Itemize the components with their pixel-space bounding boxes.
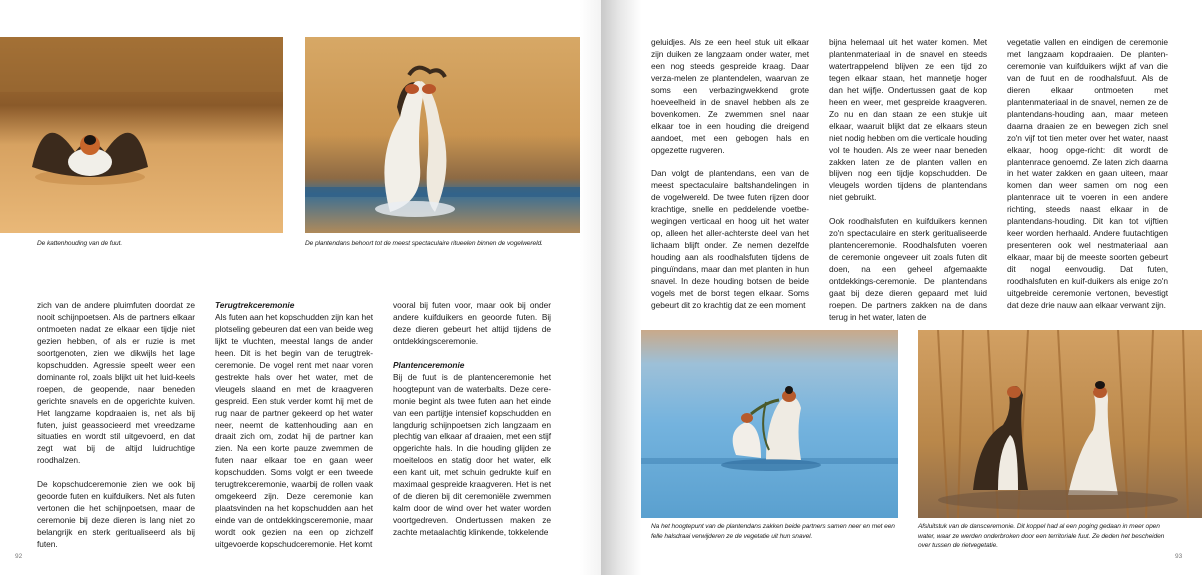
photo-caption: De kattenhouding van de fuut. xyxy=(37,240,123,247)
right-page xyxy=(601,0,1202,575)
photo-afsluitstuk xyxy=(918,330,1202,518)
paragraph: Als futen aan het kopschudden zijn kan het plotseling gebeuren dat een van beide weg lijkt te vluchten, meestal langs de ander heen. Dit is het begin van de terugtrek-ceremonie. De vogel rent met naar voren gestrekte hals over het water, met de vleugels slaand en met de kraagveren gespreid. Een stuk verder komt hij met de rug naar de partner gekeerd op het water neer, neemt de kattenhouding aan en draait zich om, zodat hij de partner kan zien. Na een korte pauze zwemmen de futen naar elkaar toe en gaan weer kopschudden. Soms volgt er een tweede terugtrekceremonie, waarbij de rollen vaak omgekeerd zijn. Deze ceremonie kan plaatsvinden na het kopschudden aan het einde van de ontdekkingsceremonie, maar wordt ook gezien na een op zichzelf uitgevoerde kopschudceremonie. Het komt xyxy=(215,311,373,550)
paragraph: Bij de fuut is de plantenceremonie het hoogtepunt van de waterbalts. Deze cere-monie begint als twee futen aan het einde van een partijtje intensief kopschudden en langdurig schijnpoetsen zich langzaam en plechtig van elkaar af draaien, met een stijf opgerichte hals. In die houding glijden ze moeiteloos en statig door het water, elk een kant uit, met schuin gedrukte kuif en maximaal gespreide kraagveren. Het is net of de dieren bij dit ceremoniële zwemmen kalm door de wind over het water worden voortgedreven. Ondertussen maken ze zachte metaalachtig klinkende, tokkelende xyxy=(393,371,551,538)
paragraph: De kopschudceremonie zien we ook bij geoorde futen en kuifduikers. Net als futen vertonen die het schijnpoetsen, maar de ceremonie bij deze dieren is lang niet zo belangrijk en sterk geritualiseerd als bij futen. xyxy=(37,479,195,550)
paragraph: Ook roodhalsfuten en kuifduikers kennen zo'n spectaculaire en sterk geritualiseerde plantenceremonie. Roodhalsfuten voeren de ceremonie ongeveer uit zoals futen dit doen, na een geheel afgemaakte ontdekkings-ceremonie. De plantendans gaat bij deze dieren gepaard met luid roepen. De partners zakken na de dans terug in het water, laten de xyxy=(829,216,987,322)
section-heading: Plantenceremonie xyxy=(393,359,465,370)
photo-plantendans xyxy=(305,37,580,233)
paragraph: geluidjes. Als ze een heel stuk uit elkaar zijn duiken ze langzaam onder water, met een nog steeds gespreide kraag. Daar verza-melen ze plantendelen, waarvan ze soms een verbazingwekkend grote hoeveelheid in de snavel hebben als ze bovenkomen. Ze zwemmen snel naar elkaar toe in een houding die dreigend aandoet, met een gebogen hals en opgezette rugveren. xyxy=(651,37,809,155)
paragraph: zich van de andere pluimfuten doordat ze nooit schijnpoetsen. Als de partners elkaar ontmoeten nadat ze elkaar een tijdje niet gezien hebben, of als er ruzie is met soortgenoten, zien we dikwijls het lage kopschudden. Agressie speelt weer een dominante rol, zoals blijkt uit het luid-keels roepen, de geopende, naar beneden gerichte snavels en de opgerichte kuiven. Het langzame kopdraaien is, net als bij futen, juist geassocieerd met vreedzame situaties en wordt stil uitgevoerd, en dat zegt wat bij de altijd luidruchtige roodhalzen. xyxy=(37,300,195,466)
text-column-4 xyxy=(651,37,809,312)
paragraph: vegetatie vallen en eindigen de ceremonie met langzaam kopdraaien. De planten-ceremonie van kuifduikers wijkt af van die van de fuut en de roodhalsfuut. Als de dieren elkaar ontmoeten met plantenmateriaal in de snavel, nemen ze de plantendans-houding aan, maar meteen daarna draaien ze en bewegen zich snel zo'n vijf tot tien meter over het water, naast elkaar, hoog opge-richt: dit wordt de plantenrace genoemd. Ze laten zich daarna in het water zakken en gaan uiteen, maar komen dan weer samen om nog een plantenrace uit te voeren in een andere richting, steeds naast elkaar in de plantendans-houding. Dit kan tot vijftien keer worden herhaald. Andere fuutachtigen presenteren ook wel nestmateriaal aan elkaar, maar bij de meeste soorten gebeurt dit nogal eenvoudig. Dat futen, roodhalsfuten en kuif-duikers als enige zo'n uitgebreide ceremonie vertonen, bevestigt dat deze drie nauw aan elkaar verwant zijn. xyxy=(1007,37,1168,310)
grebes-weed-dance-image xyxy=(305,37,580,233)
grebe-cat-posture-image xyxy=(0,37,283,233)
grebes-descending-image xyxy=(601,330,898,518)
gutter-left xyxy=(580,0,601,575)
photo-kattenhouding xyxy=(0,37,283,233)
gutter-shadow xyxy=(601,0,641,575)
section-heading: Terugtrekceremonie xyxy=(215,300,295,310)
photo-caption: Na het hoogtepunt van de plantendans zakken beide partners samen neer en met een felle halsdraai verwijderen ze de vegetatie uit hun snavel. xyxy=(651,523,895,540)
text-column-5 xyxy=(829,37,987,324)
page-number: 93 xyxy=(1175,553,1183,560)
text-column-2 xyxy=(215,300,373,551)
text-column-1 xyxy=(37,300,195,551)
photo-na-hoogtepunt xyxy=(601,330,898,518)
grebes-in-reeds-image xyxy=(918,330,1202,518)
paragraph: bijna helemaal uit het water komen. Met plantenmateriaal in de snavel en steeds watertrappelend blijven ze een tijd zo tegen elkaar staan, het mannetje hoger dan het wijfje. Ondertussen gaat de kop heen en weer, met gespreide kraagveren. Zo nu en dan staan ze een stukje uit elkaar, waaruit blijkt dat ze elkaars steun niet nodig hebben om die verticale houding vol te houden. Als ze weer naar beneden zakken laten ze de planten vallen en blijven nog een tijdje kopschudden. De vleugels worden tijdens de plantendans niet gebruikt. xyxy=(829,37,987,203)
paragraph: Dan volgt de plantendans, een van de meest spectaculaire baltshandelingen in de vogelwereld. De twee futen rijzen door krachtige, snelle en peddelende voetbe-wegingen verticaal en hoog uit het water op, alleen het aller-achterste deel van het lichaam blijft onder. Ze nemen dezelfde houding aan als roodhalsfuten tijdens de pinguïndans, maar dan met planten in hun snavel. In deze houding botsen de beide vogels met de borst tegen elkaar. Soms gebeurt dit zo krachtig dat ze een moment xyxy=(651,168,809,310)
text-column-6 xyxy=(1007,37,1168,312)
page-number: 92 xyxy=(15,553,23,560)
photo-caption: Afsluitstuk van de dansceremonie. Dit koppel had al een poging gedaan in meer open water, waar ze werden onderbroken door een territoriale fuut. Ze deden het bescheiden over tussen de rietvegetatie. xyxy=(918,523,1165,550)
text-column-3 xyxy=(393,300,551,539)
paragraph: vooral bij futen voor, maar ook bij onder andere kuifduikers en geoorde futen. Bij deze dieren gebeurt het altijd tijdens de ontdekkingsceremonie. xyxy=(393,300,551,346)
photo-caption: De plantendans behoort tot de meest spectaculaire ritueelen binnen de vogelwereld. xyxy=(305,240,543,247)
